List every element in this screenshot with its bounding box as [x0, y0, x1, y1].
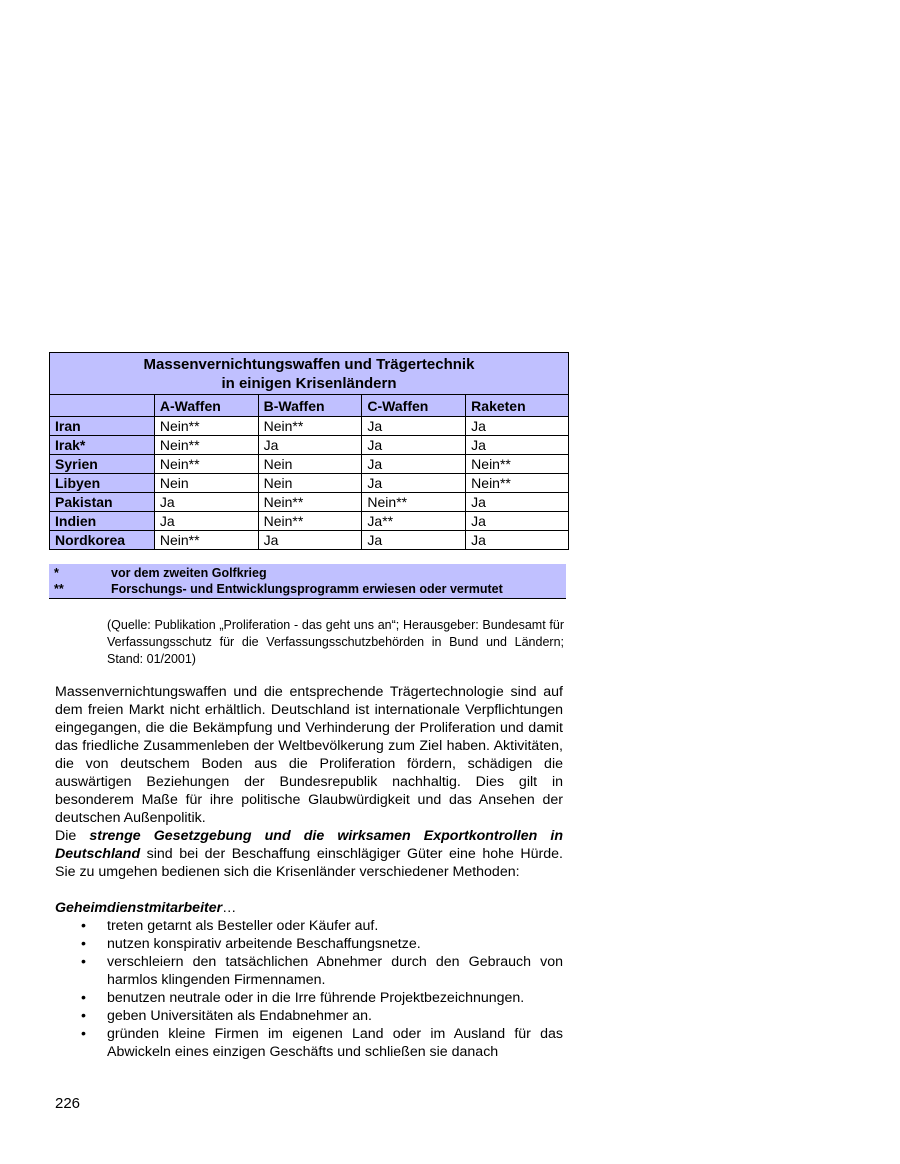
table-cell: Nein**	[258, 417, 362, 436]
emphasis-text: strenge Gesetzgebung und die wirksamen Exportkontrollen in Deutschland	[55, 828, 563, 862]
column-header: Raketen	[466, 395, 569, 417]
table-cell: Ja	[466, 512, 569, 531]
table-cell: Ja	[362, 417, 466, 436]
table-cell: Nein**	[154, 455, 258, 474]
table-row	[50, 493, 569, 512]
table-row	[50, 417, 569, 436]
list-item-text: benutzen neutrale oder in die Irre führende Projektbezeichnungen.	[107, 990, 525, 1006]
table-title-line1: Massenvernichtungswaffen und Trägertechnik	[143, 356, 475, 373]
table-cell: Ja	[362, 455, 466, 474]
table-row	[50, 474, 569, 493]
paragraph: Massenvernichtungswaffen und die entsprechende Trägertechnologie sind auf dem freien Markt nicht erhältlich. Deutschland ist internationale Verpflichtungen eingegangen, die die Bekämpfung und Verhinderung der Proliferation und damit das friedliche Zusammenleben der Weltbevölkerung zum Ziel haben. Aktivitäten, die von deutschem Boden aus die Proliferation fördern, schädigen die auswärtigen Beziehungen der Bundesrepublik nachhaltig. Dies gilt in besonderem Maße für ihre politische Glaubwürdigkeit und das Ansehen der deutschen Außenpolitik.	[55, 684, 563, 826]
list-item	[55, 935, 563, 953]
footnote-mark: **	[54, 582, 64, 596]
table-row	[50, 436, 569, 455]
footnote-mark: *	[54, 566, 59, 580]
bullet-icon: •	[81, 1026, 86, 1042]
source-citation: (Quelle: Publikation „Proliferation - das geht uns an“; Herausgeber: Bundesamt für Verfassungsschutz für die Verfassungsschutzbehörden in Bund und Ländern; Stand: 01/2001)	[107, 618, 564, 666]
table-cell: Nein**	[466, 455, 569, 474]
list-item-text: gründen kleine Firmen im eigenen Land oder im Ausland für das Abwickeln eines einzigen Geschäfts und schließen sie danach	[107, 1026, 563, 1060]
table-row	[50, 531, 569, 550]
column-header: A-Waffen	[154, 395, 258, 417]
table-cell: Nein**	[466, 474, 569, 493]
page-number: 226	[55, 1095, 81, 1112]
list-heading-ellipsis: …	[222, 900, 237, 916]
table-cell: Ja	[466, 493, 569, 512]
table-cell: Ja	[466, 531, 569, 550]
list-item-text: treten getarnt als Besteller oder Käufer auf.	[107, 918, 379, 934]
table-footnotes	[49, 564, 566, 599]
table-cell: Ja	[154, 493, 258, 512]
table-header-row	[50, 395, 569, 417]
column-header: B-Waffen	[258, 395, 362, 417]
list-item	[55, 1025, 563, 1061]
paragraph	[55, 827, 563, 881]
table-cell: Ja	[154, 512, 258, 531]
table-cell: Nein	[154, 474, 258, 493]
footnote-text: vor dem zweiten Golfkrieg	[111, 566, 267, 580]
bullet-icon: •	[81, 990, 86, 1006]
table-row	[50, 512, 569, 531]
country-cell: Irak*	[50, 436, 155, 455]
list-item	[55, 953, 563, 989]
list-heading-text: Geheimdienstmitarbeiter	[55, 900, 223, 916]
bullet-icon: •	[81, 918, 86, 934]
table-cell: Ja**	[362, 512, 466, 531]
table-cell: Ja	[362, 531, 466, 550]
table-cell: Nein	[258, 455, 362, 474]
table-cell: Nein**	[154, 417, 258, 436]
weapons-table	[49, 352, 569, 550]
paragraph-text: sind bei der Beschaffung einschlägiger Güter eine hohe Hürde. Sie zu umgehen bedienen sich die Krisenländer verschiedener Methoden:	[55, 846, 563, 880]
column-header: C-Waffen	[362, 395, 466, 417]
table-cell: Ja	[362, 474, 466, 493]
footnote-text: Forschungs- und Entwicklungsprogramm erwiesen oder vermutet	[111, 582, 503, 596]
bullet-icon: •	[81, 936, 86, 952]
table-cell: Ja	[258, 531, 362, 550]
table-cell: Nein**	[258, 512, 362, 531]
table-cell: Ja	[466, 436, 569, 455]
table-cell: Nein	[258, 474, 362, 493]
table-row	[50, 455, 569, 474]
country-cell: Indien	[50, 512, 155, 531]
table-cell: Ja	[258, 436, 362, 455]
country-cell: Libyen	[50, 474, 155, 493]
column-header	[50, 395, 155, 417]
list-item-text: verschleiern den tatsächlichen Abnehmer durch den Gebrauch von harmlos klingenden Firmennamen.	[107, 954, 563, 988]
list-item-text: nutzen konspirativ arbeitende Beschaffungsnetze.	[107, 936, 421, 952]
paragraph-text: Die	[55, 828, 90, 844]
methods-list	[55, 917, 563, 1061]
list-item	[55, 989, 563, 1007]
list-item-text: geben Universitäten als Endabnehmer an.	[107, 1008, 373, 1024]
list-heading	[55, 899, 563, 917]
spacer	[55, 881, 563, 899]
country-cell: Syrien	[50, 455, 155, 474]
table-cell: Nein**	[154, 436, 258, 455]
list-item	[55, 917, 563, 935]
bullet-icon: •	[81, 954, 86, 970]
table-cell: Nein**	[154, 531, 258, 550]
country-cell: Iran	[50, 417, 155, 436]
table-cell: Ja	[362, 436, 466, 455]
footnote	[49, 565, 566, 581]
footnote	[49, 581, 566, 597]
list-item	[55, 1007, 563, 1025]
country-cell: Nordkorea	[50, 531, 155, 550]
table-cell: Nein**	[362, 493, 466, 512]
bullet-icon: •	[81, 1008, 86, 1024]
table-title-line2: in einigen Krisenländern	[221, 375, 397, 392]
table-cell: Ja	[466, 417, 569, 436]
table-cell: Nein**	[258, 493, 362, 512]
country-cell: Pakistan	[50, 493, 155, 512]
body-text	[55, 683, 563, 1061]
table-title	[50, 353, 569, 395]
